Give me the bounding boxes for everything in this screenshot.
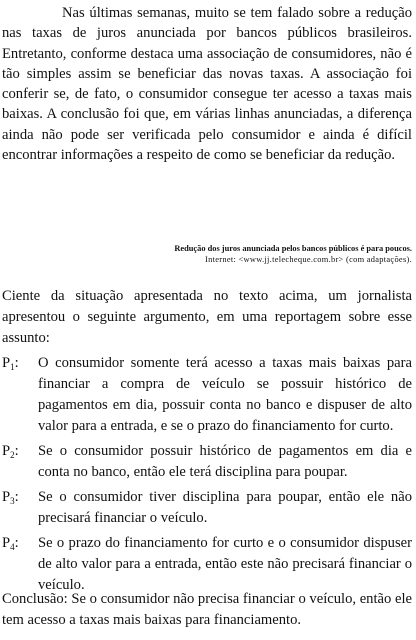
premise-text: Se o prazo do financiamento for curto e o consumidor dispuser de alto valor para a entrada, então este não precisará financiar o veículo. <box>38 535 412 593</box>
premise-3 <box>2 487 412 529</box>
premise-1 <box>2 353 412 437</box>
argument-intro: Ciente da situação apresentada no texto acima, um jornalista apresentou o seguinte argumento, em uma reportagem sobre esse assunto: <box>2 288 412 346</box>
premise-text: Se o consumidor tiver disciplina para poupar, então ele não precisará financiar o veículo. <box>38 489 412 526</box>
premise-text: Se o consumidor possuir histórico de pagamentos em dia e conta no banco, então ele terá disciplina para poupar. <box>38 443 412 480</box>
premise-label: $P_2$: <box>2 443 19 460</box>
source-title: Redução dos juros anunciada pelos bancos públicos é para poucos. <box>174 244 412 253</box>
premise-4 <box>2 533 412 596</box>
source-citation <box>112 243 412 265</box>
premise-2 <box>2 441 412 483</box>
argument-conclusion: Conclusão: Se o consumidor não precisa financiar o veículo, então ele tem acesso a taxas mais baixas para financiamento. <box>2 591 412 628</box>
premise-label: $P_3$: <box>2 489 19 506</box>
premise-text: O consumidor somente terá acesso a taxas mais baixas para financiar a compra de veículo se possuir histórico de pagamentos em dia, possuir conta no banco e dispuser de alto valor para a entrada, e se o prazo do financiamento for curto. <box>38 355 412 434</box>
source-reference: Internet: <www.jj.telecheque.com.br> (com adaptações). <box>205 255 412 264</box>
news-passage: Nas últimas semanas, muito se tem falado sobre a redução nas taxas de juros anunciada por bancos públicos brasileiros. Entretanto, conforme destaca uma associação de consumidores, não é tão simples assim se beneficiar das novas taxas. A associação foi conferir se, de fato, o consumidor consegue ter acesso a taxas mais baixas. A conclusão foi que, em várias linhas anunciadas, a diferença ainda não pode ser verificada pelo consumidor e ainda é difícil encontrar informações a respeito de como se beneficiar da redução. <box>2 5 412 164</box>
premise-list <box>2 353 412 600</box>
premise-label: $P_4$: <box>2 535 19 552</box>
premise-label: $P_1$: <box>2 355 19 372</box>
